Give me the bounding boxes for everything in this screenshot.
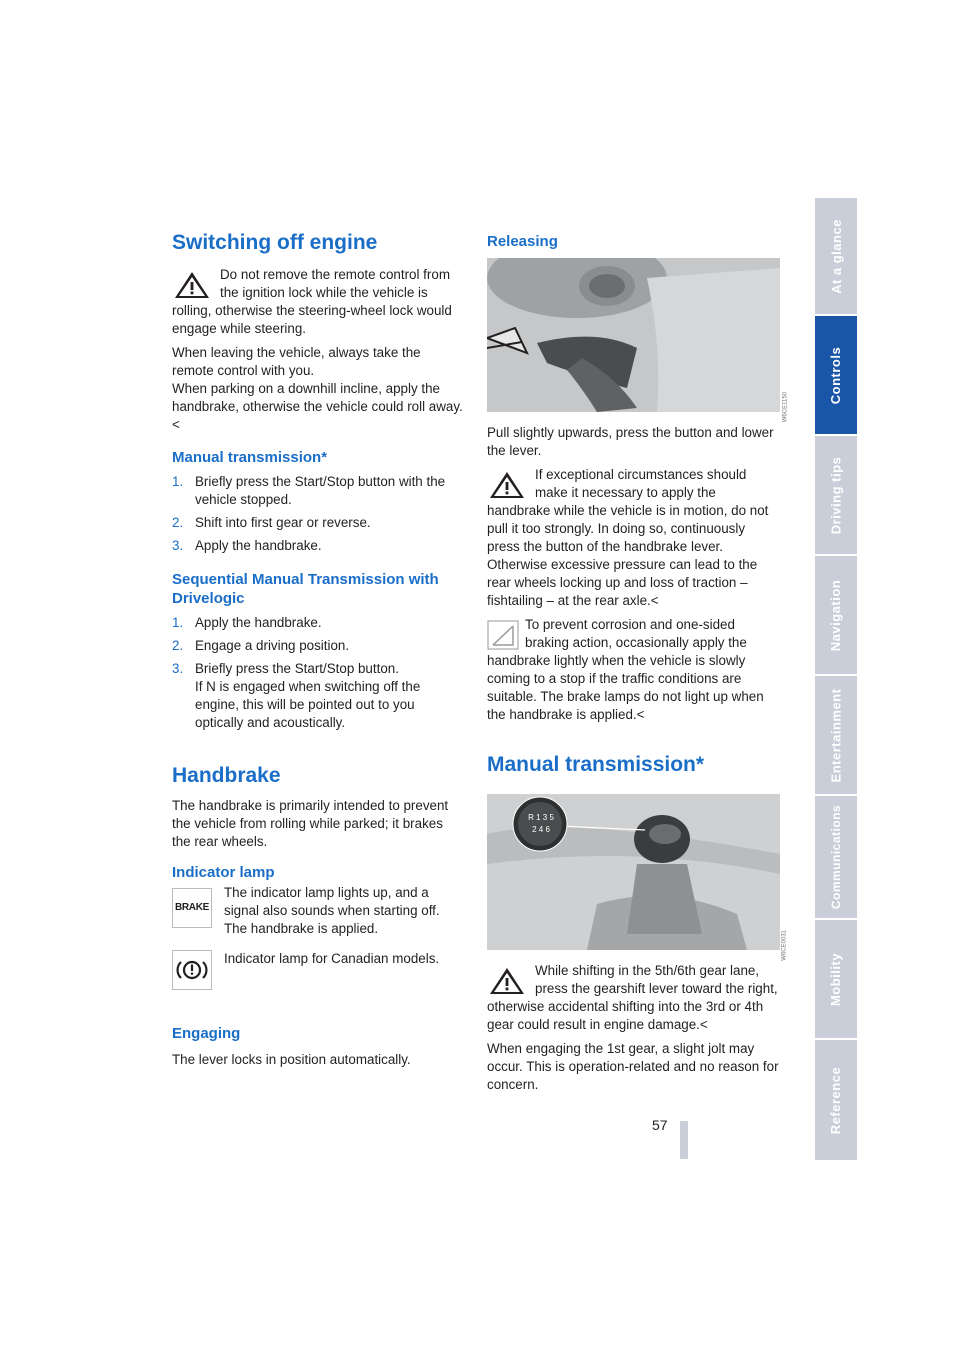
end-mark: <: [650, 593, 659, 608]
warning-paragraph: Do not remove the remote control from the ignition lock while the vehicle is rolling, otherwise the steering-wheel lock would engage while steering.: [172, 267, 452, 336]
left-column: [172, 230, 464, 1075]
indicator-lamp-text: The indicator lamp lights up, and a signal also sounds when starting off. The handbrake is applied.: [224, 885, 440, 936]
section-title-releasing: Releasing: [487, 233, 558, 250]
manual-steps: [172, 473, 464, 555]
page-marker-bar: [680, 1121, 688, 1159]
section-title-switching-off: Switching off engine: [172, 231, 378, 254]
section-title-indicator: Indicator lamp: [172, 864, 275, 881]
photo-code: W6CE1150: [782, 392, 788, 423]
releasing-warning: If exceptional circumstances should make it necessary to apply the handbrake while the vehicle is in motion, do not pull it too strongly. In doing so, continuously press the button of the handbrake lever. Otherwise excessive pressure can lead to the rear wheels locking up and loss of traction – fishtailing – at the rear axle.<: [487, 467, 769, 608]
end-mark: <: [172, 417, 180, 432]
list-item: 3. Briefly press the Start/Stop button. If N is engaged when switching off the engine, this will be pointed out to you optically and acoustically.: [172, 661, 421, 730]
warning-icon: [487, 966, 527, 996]
list-item: 2. Shift into first gear or reverse.: [172, 515, 371, 530]
list-item: 2. Engage a driving position.: [172, 638, 350, 653]
tab-at-a-glance[interactable]: At a glance: [815, 198, 857, 314]
downhill-text: When parking on a downhill incline, apply the handbrake, otherwise the vehicle could roll away.<: [172, 381, 463, 432]
shift-pattern-label: R 1 3 5 2 4 6: [528, 813, 554, 834]
handbrake-release-photo: [487, 258, 788, 423]
manual-trans-warning: While shifting in the 5th/6th gear lane, press the gearshift lever toward the right, otherwise accidental shifting into the 3rd or 4th gear could result in engine damage.<: [487, 963, 778, 1032]
canadian-lamp-row: [172, 950, 464, 990]
smg-steps: [172, 614, 464, 732]
tab-reference[interactable]: Reference: [815, 1040, 857, 1160]
list-item: 3. Apply the handbrake.: [172, 538, 322, 553]
section-title-handbrake: Handbrake: [172, 764, 281, 787]
tab-controls[interactable]: Controls: [815, 316, 857, 434]
page-number: 57: [652, 1117, 668, 1133]
right-column: [487, 232, 788, 1100]
gearshift-photo: [487, 794, 788, 961]
indicator-lamp-row: [172, 885, 464, 938]
end-mark: <: [699, 1017, 708, 1032]
releasing-text: Pull slightly upwards, press the button and lower the lever.: [487, 425, 774, 458]
end-mark: <: [636, 707, 645, 722]
photo-code: W6CE0031: [782, 930, 788, 961]
list-item: 1. Briefly press the Start/Stop button with the vehicle stopped.: [172, 474, 446, 507]
tab-communications[interactable]: Communications: [815, 796, 857, 918]
tab-driving-tips[interactable]: Driving tips: [815, 436, 857, 554]
leaving-vehicle-text: When leaving the vehicle, always take the remote control with you.: [172, 345, 421, 378]
releasing-note: To prevent corrosion and one-sided braking action, occasionally apply the handbrake lightly when the vehicle is slowly coming to a stop if the traffic conditions are suitable. The brake lamps do not light up when the handbrake is applied.<: [487, 617, 764, 722]
section-title-engaging: Engaging: [172, 1025, 241, 1042]
note-icon: [487, 620, 519, 650]
canadian-brake-icon: [172, 950, 212, 990]
section-title-manual-transmission: Manual transmission*: [487, 753, 705, 776]
brake-indicator-icon: BRAKE: [172, 888, 212, 928]
warning-icon: [487, 470, 527, 500]
handbrake-intro: The handbrake is primarily intended to prevent the vehicle from rolling while parked; it brakes the rear wheels.: [172, 798, 449, 849]
canadian-lamp-text: Indicator lamp for Canadian models.: [224, 951, 440, 966]
list-item: 1. Apply the handbrake.: [172, 615, 322, 630]
engaging-text: The lever locks in position automatically.: [172, 1052, 411, 1067]
tab-entertainment[interactable]: Entertainment: [815, 676, 857, 794]
section-title-smg: Sequential Manual Transmission with Drivelogic: [172, 571, 439, 607]
manual-trans-text: When engaging the 1st gear, a slight jolt may occur. This is operation-related and no reason for concern.: [487, 1041, 779, 1092]
warning-icon: [172, 270, 212, 300]
tab-mobility[interactable]: Mobility: [815, 920, 857, 1038]
section-title-manual: Manual transmission*: [172, 449, 328, 466]
tab-navigation[interactable]: Navigation: [815, 556, 857, 674]
